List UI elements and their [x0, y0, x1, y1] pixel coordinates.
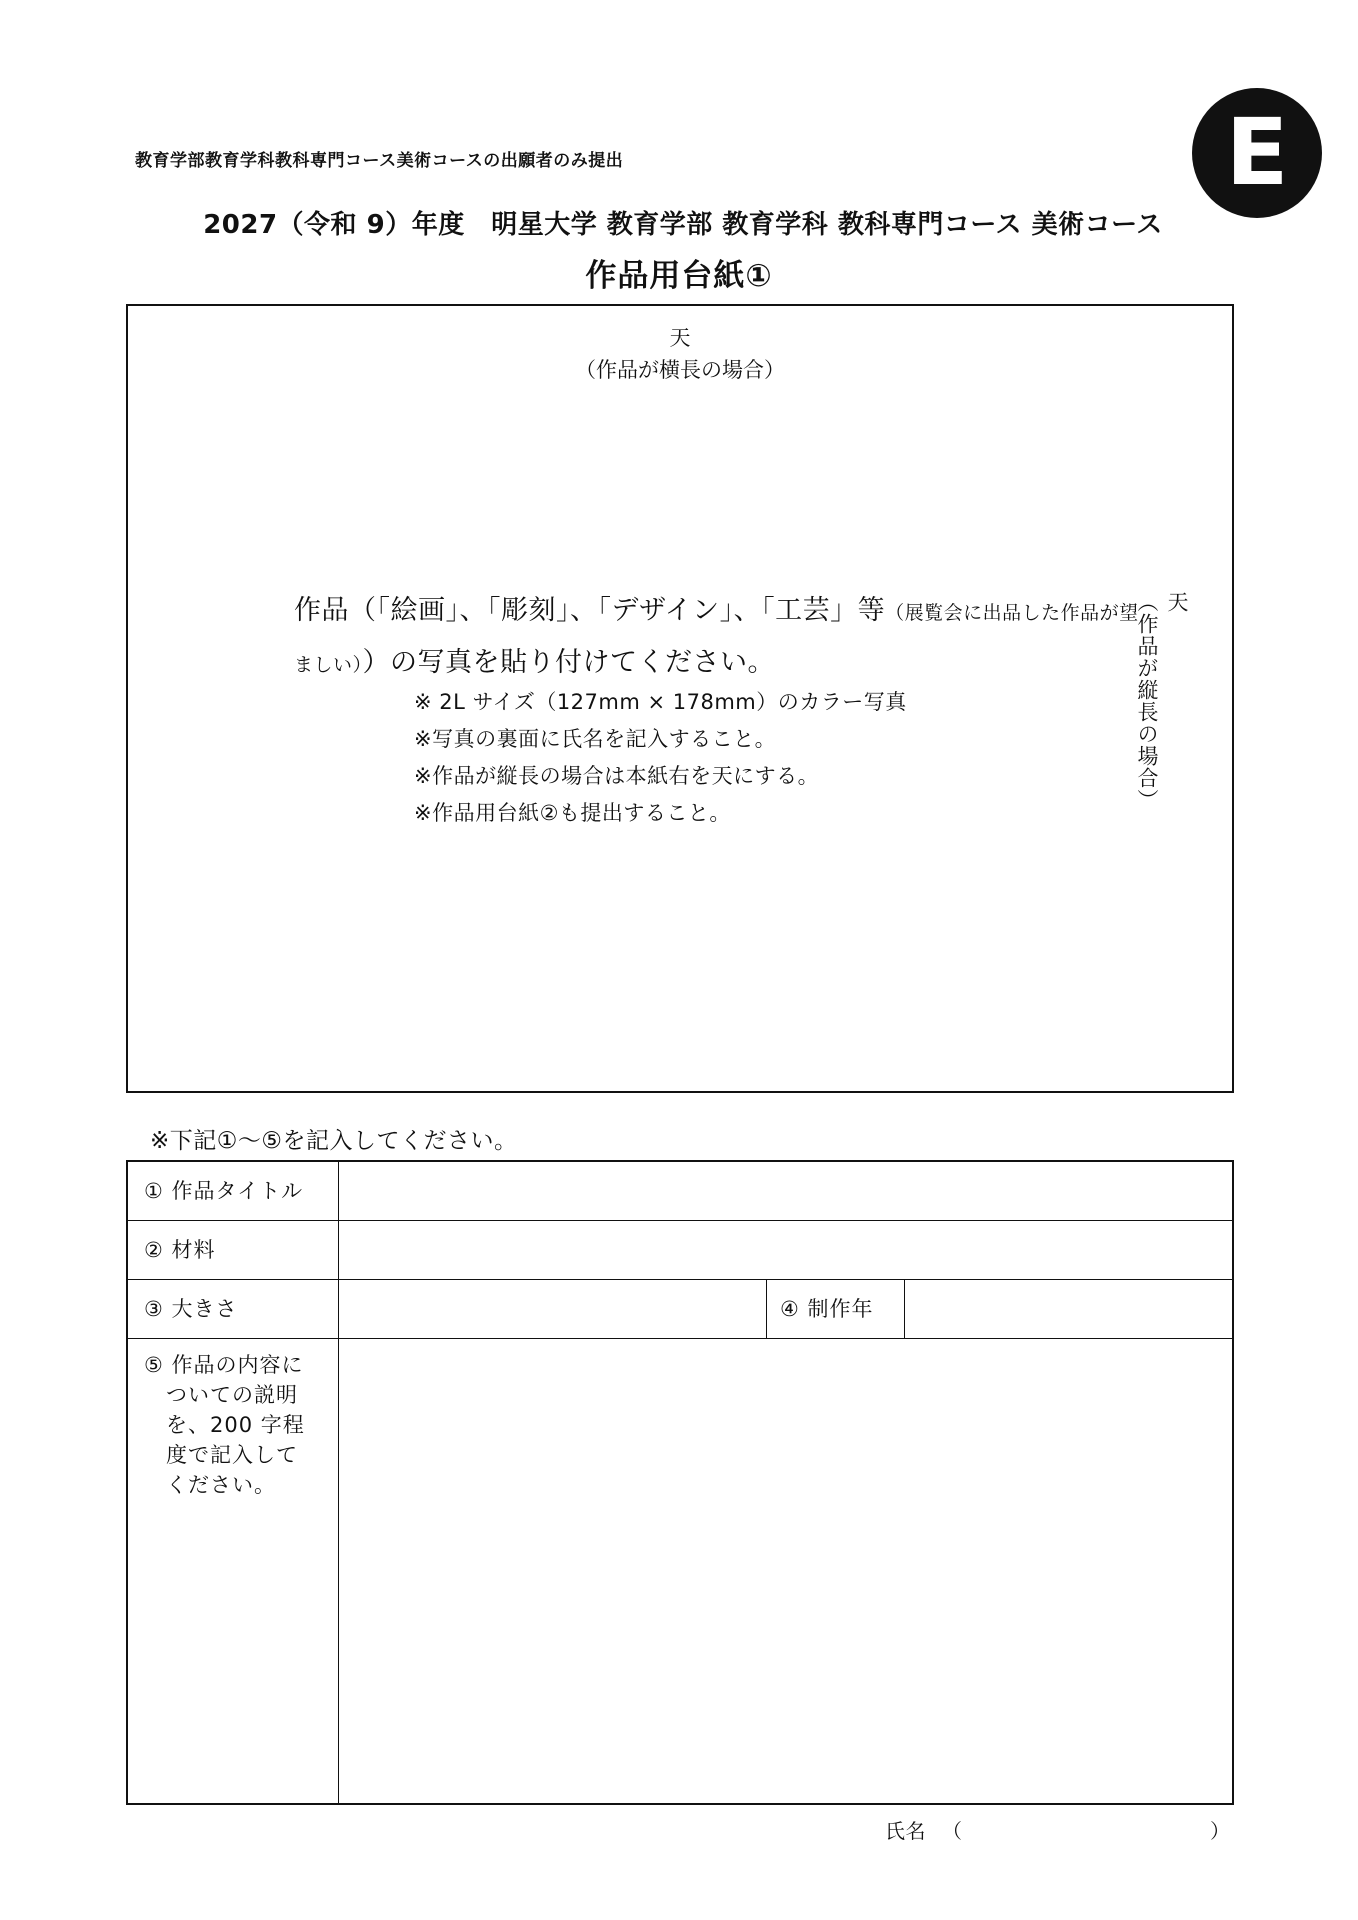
title-field[interactable] [339, 1162, 1234, 1220]
form-instruction: ※下記①～⑤を記入してください。 [150, 1128, 518, 1154]
year-field[interactable] [905, 1280, 1234, 1338]
artwork-info-table [126, 1160, 1234, 1805]
side-mark-label: 天 [1165, 591, 1189, 613]
description-label-line: ついての説明 [144, 1383, 298, 1407]
description-label-line: 度で記入して [144, 1443, 298, 1467]
document-title: 2027（令和 9）年度 明星大学 教育学部 教育学科 教科専門コース 美術コース [203, 210, 1163, 240]
size-label: ③ 大きさ [144, 1297, 238, 1321]
top-orientation-mark [128, 322, 1232, 386]
title-label: ① 作品タイトル [144, 1179, 304, 1203]
top-mark-label: 天 [669, 326, 691, 350]
description-label-line: ください。 [144, 1473, 276, 1497]
year-label: ④ 制作年 [780, 1297, 874, 1321]
name-paren-close: ） [1210, 1819, 1230, 1843]
photo-instruction-part2: ）の写真を貼り付けてください。 [362, 647, 776, 678]
name-label: 氏名 [885, 1819, 926, 1843]
photo-notes [414, 684, 907, 832]
photo-instruction [294, 586, 1154, 690]
description-label-line: を、200 字程 [144, 1413, 305, 1437]
photo-instruction-small: （展覧会に出品した作品が望ましい） [294, 602, 1139, 676]
photo-note: ※作品が縦長の場合は本紙右を天にする。 [414, 764, 820, 788]
section-badge: E [1192, 88, 1322, 218]
photo-note: ※写真の裏面に氏名を記入すること。 [414, 727, 777, 751]
description-field[interactable] [339, 1339, 1234, 1805]
form-title: 作品用台紙① [585, 258, 773, 294]
side-mark-note: （作品が縦長の場合） [1135, 591, 1159, 811]
photo-note: ※作品用台紙②も提出すること。 [414, 801, 731, 825]
name-paren-open: （ [942, 1819, 962, 1843]
photo-mount-area[interactable] [126, 304, 1234, 1093]
name-field[interactable] [965, 1810, 1205, 1844]
material-label: ② 材料 [144, 1238, 216, 1262]
submission-notice: 教育学部教育学科教科専門コース美術コースの出願者のみ提出 [135, 151, 624, 171]
material-field[interactable] [339, 1221, 1234, 1279]
photo-note: ※ 2L サイズ（127mm × 178mm）のカラー写真 [414, 690, 907, 714]
size-field[interactable] [339, 1280, 765, 1338]
top-mark-note: （作品が横長の場合） [575, 358, 785, 382]
description-label [144, 1350, 305, 1500]
description-label-line: ⑤ 作品の内容に [144, 1353, 304, 1377]
photo-instruction-part1: 作品（「絵画」、「彫刻」、「デザイン」、「工芸」等 [294, 595, 886, 626]
year-label-divider [766, 1279, 767, 1338]
